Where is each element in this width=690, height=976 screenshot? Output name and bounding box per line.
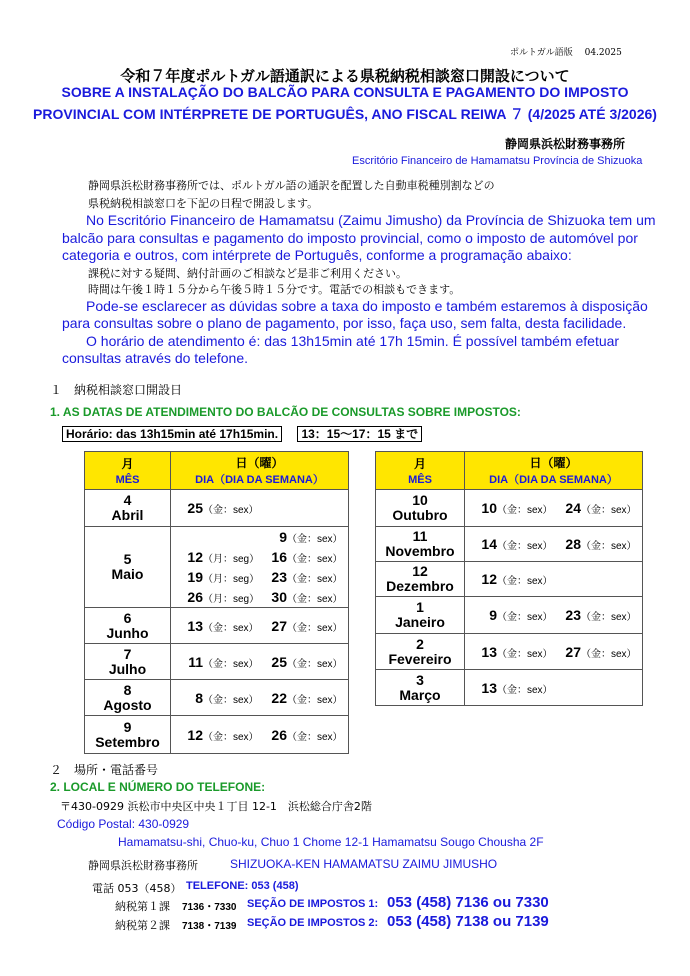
dates-cell [171,680,349,716]
month-name: Fevereiro [388,650,452,667]
month-row [376,670,643,706]
intro-jp-2b: 時間は午後１時１５分から午後５時１５分です。電話での相談もできます。 [88,283,461,296]
month-cell [376,634,465,670]
date-weekday: （金：sex） [203,694,259,706]
section2-jp: ２ 場所・電話番号 [50,763,159,777]
day-header: 日（曜） DIA（DIA DA SEMANA） [465,452,643,490]
date-day: 24 [565,500,581,516]
month-row [376,597,643,634]
month-number: 12 [412,563,428,579]
date-weekday: （金：sex） [497,505,553,516]
section2-tax-pt: SEÇÃO DE IMPOSTOS 2: [247,917,379,929]
date-weekday: （金：sex） [203,622,259,634]
section2-tax-ext: 7138・7139 [182,921,237,932]
date-day: 26 [271,726,287,743]
date-weekday: （月：seg） [203,574,260,585]
postal-code-pt: Código Postal: 430-0929 [57,817,190,831]
dates-cell [465,597,643,634]
date-day: 27 [271,617,287,634]
month-name: Maio [111,566,144,582]
section1-pt: 1. AS DATAS DE ATENDIMENTO DO BALCÃO DE CONSULTAS SOBRE IMPOSTOS: [50,405,521,419]
date-day: 9 [489,607,497,623]
date-day: 13 [481,679,497,696]
office-jp: 静岡県浜松財務事務所 [505,137,626,151]
hours-pt: Horário: das 13h15min até 17h15min. [62,426,282,442]
date-day: 30 [271,589,287,605]
date-day: 28 [565,536,581,552]
month-number: 5 [123,551,132,567]
hours-jp: 13：15～17：15 まで [297,426,422,442]
month-name: Setembro [95,733,160,750]
date-weekday: （金：sex） [581,612,637,623]
schedule-table-right [375,451,643,706]
month-name: Dezembro [386,578,454,594]
dates-cell [465,634,643,670]
month-cell [376,490,465,527]
date-weekday: （金：sex） [287,658,343,670]
telephone-pt: TELEFONE: 053 (458) [186,880,299,892]
date-weekday: （金：sex） [581,541,637,552]
dates-cell [465,527,643,562]
title-jp: 令和７年度ポルトガル語通訳による県税納税相談窓口開設について [120,67,570,85]
date-weekday: （金：sex） [497,684,553,696]
date-day: 9 [279,529,287,545]
month-name: Abril [111,507,144,523]
dates-cell [171,716,349,754]
address-jp: 〒430-0929 浜松市中央区中央１丁目 12-1 浜松総合庁舎2階 [60,800,372,813]
date-day: 23 [565,607,581,623]
date-day: 14 [481,536,497,552]
month-cell [85,680,171,716]
month-row [376,634,643,670]
day-header: 日（曜） DIA（DIA DA SEMANA） [171,452,349,490]
month-number: 7 [123,645,132,662]
intro-pt-2b: para consultas sobre o plano de pagamento, por isso, faça uso, sem falta, desta facilidade. [62,315,627,331]
month-number: 2 [416,635,424,652]
month-cell [376,562,465,597]
date-day: 16 [271,549,287,565]
dates-cell [465,670,643,706]
section2-tax-jp: 納税第２課 [115,919,170,932]
office-pt: Escritório Financeiro de Hamamatsu Província de Shizuoka [352,155,643,167]
month-number: 11 [412,528,428,544]
month-header: 月 MÊS [85,452,171,490]
month-cell [376,597,465,634]
month-name: Março [399,686,441,703]
month-cell [376,670,465,706]
intro-pt-1a: No Escritório Financeiro de Hamamatsu (Zaimu Jimusho) da Província de Shizuoka tem um [86,212,656,228]
date-weekday: （月：seg） [203,594,260,605]
month-row [376,527,643,562]
month-number: 4 [123,492,132,508]
date-weekday: （金：sex） [203,731,259,743]
schedule-table-left [84,451,349,754]
date-weekday: （金：sex） [497,612,553,623]
month-row [85,680,349,716]
date-day: 11 [188,653,203,670]
dates-cell [171,608,349,644]
month-name: Julho [108,660,147,677]
date-weekday: （月：seg） [203,554,260,565]
intro-jp-1b: 県税納税相談窓口を下記の日程で開設します。 [88,197,319,210]
month-number: 8 [123,681,132,698]
date-weekday: （金：sex） [497,541,553,552]
date-day: 13 [481,643,497,660]
intro-pt-1b: balcão para consultas e pagamento do imposto provincial, como o imposto de automóvel por [62,230,638,246]
date-day: 25 [187,500,203,516]
section2-phone[interactable]: 053 (458) 7138 ou 7139 [387,913,549,930]
section1-tax-ext: 7136・7330 [182,902,237,913]
date-weekday: （金：sex） [287,554,343,565]
month-row [85,716,349,754]
section2-pt: 2. LOCAL E NÚMERO DO TELEFONE: [50,780,266,794]
intro-pt-3b: consultas através do telefone. [62,350,249,366]
date-weekday: （金：sex） [287,594,343,605]
date-day: 12 [187,726,203,743]
date-weekday: （金：sex） [287,731,343,743]
section1-tax-jp: 納税第１課 [115,900,170,913]
office-pt-2: SHIZUOKA-KEN HAMAMATSU ZAIMU JIMUSHO [230,857,498,871]
month-name: Janeiro [395,614,445,630]
date-day: 13 [187,617,203,634]
date-day: 12 [187,549,203,565]
dates-cell [171,527,349,608]
office-jp-2: 静岡県浜松財務事務所 [88,859,198,872]
month-name: Agosto [103,696,152,713]
address-pt: Hamamatsu-shi, Chuo-ku, Chuo 1 Chome 12-1 Hamamatsu Sougo Chousha 2F [118,835,544,849]
month-row [85,527,349,608]
date-weekday: （金：sex） [497,576,553,587]
month-name: Junho [106,624,149,641]
title-pt-1: SOBRE A INSTALAÇÃO DO BALCÃO PARA CONSULTA E PAGAMENTO DO IMPOSTO [61,84,629,100]
date-day: 23 [271,569,287,585]
section1-jp: １ 納税相談窓口開設日 [50,383,183,397]
intro-pt-3a: O horário de atendimento é: das 13h15min até 17h 15min. É possível também efetuar [86,333,620,349]
month-row [85,490,349,527]
date-day: 27 [565,643,581,660]
month-row [376,562,643,597]
title-pt-2: PROVINCIAL COM INTÉRPRETE DE PORTUGUÊS, ANO FISCAL REIWA ７ (4/2025 ATÉ 3/2026) [33,106,657,122]
dates-cell [171,490,349,527]
month-row [85,608,349,644]
date-weekday: （金：sex） [287,574,343,585]
month-name: Novembro [385,543,455,559]
month-cell [85,644,171,680]
date-day: 10 [481,500,497,516]
intro-pt-2a: Pode-se esclarecer as dúvidas sobre a taxa do imposto e também estaremos à disposição [86,298,648,314]
month-cell [376,527,465,562]
month-number: 6 [123,609,132,626]
month-number: 1 [416,599,424,615]
date-day: 22 [271,689,287,706]
intro-pt-1c: categoria e outros, com intérprete de Português, conforme a programação abaixo: [62,247,572,263]
month-row [376,490,643,527]
month-cell [85,716,171,754]
dates-cell [465,562,643,597]
month-name: Outubro [392,507,448,523]
date-weekday: （金：sex） [203,505,259,516]
date-weekday: （金：sex） [203,658,259,670]
month-number: 10 [412,492,428,508]
month-row [85,644,349,680]
dates-cell [171,644,349,680]
telephone-jp: 電話 053（458） [92,882,182,895]
date-day: 8 [195,689,203,706]
month-cell [85,490,171,527]
date-day: 26 [187,589,203,605]
month-header: 月 MÊS [376,452,465,490]
month-number: 3 [416,671,424,688]
date-weekday: （金：sex） [581,505,637,516]
intro-jp-1a: 静岡県浜松財務事務所では、ポルトガル語の通訳を配置した自動車税種別割などの [88,179,495,192]
version-label: ポルトガル語版 04.2025 [510,48,622,58]
date-weekday: （金：sex） [497,648,553,660]
section1-tax-pt: SEÇÃO DE IMPOSTOS 1: [247,898,379,910]
date-weekday: （金：sex） [581,648,637,660]
intro-jp-2a: 課税に対する疑問、納付計画のご相談など是非ご利用ください。 [88,267,407,280]
dates-cell [465,490,643,527]
section1-phone[interactable]: 053 (458) 7136 ou 7330 [387,894,549,911]
date-day: 19 [187,569,203,585]
date-weekday: （金：sex） [287,534,343,545]
date-day: 12 [481,571,497,587]
date-weekday: （金：sex） [287,622,343,634]
month-cell [85,608,171,644]
date-weekday: （金：sex） [287,694,343,706]
date-day: 25 [271,653,287,670]
month-cell [85,527,171,608]
month-number: 9 [123,718,132,735]
